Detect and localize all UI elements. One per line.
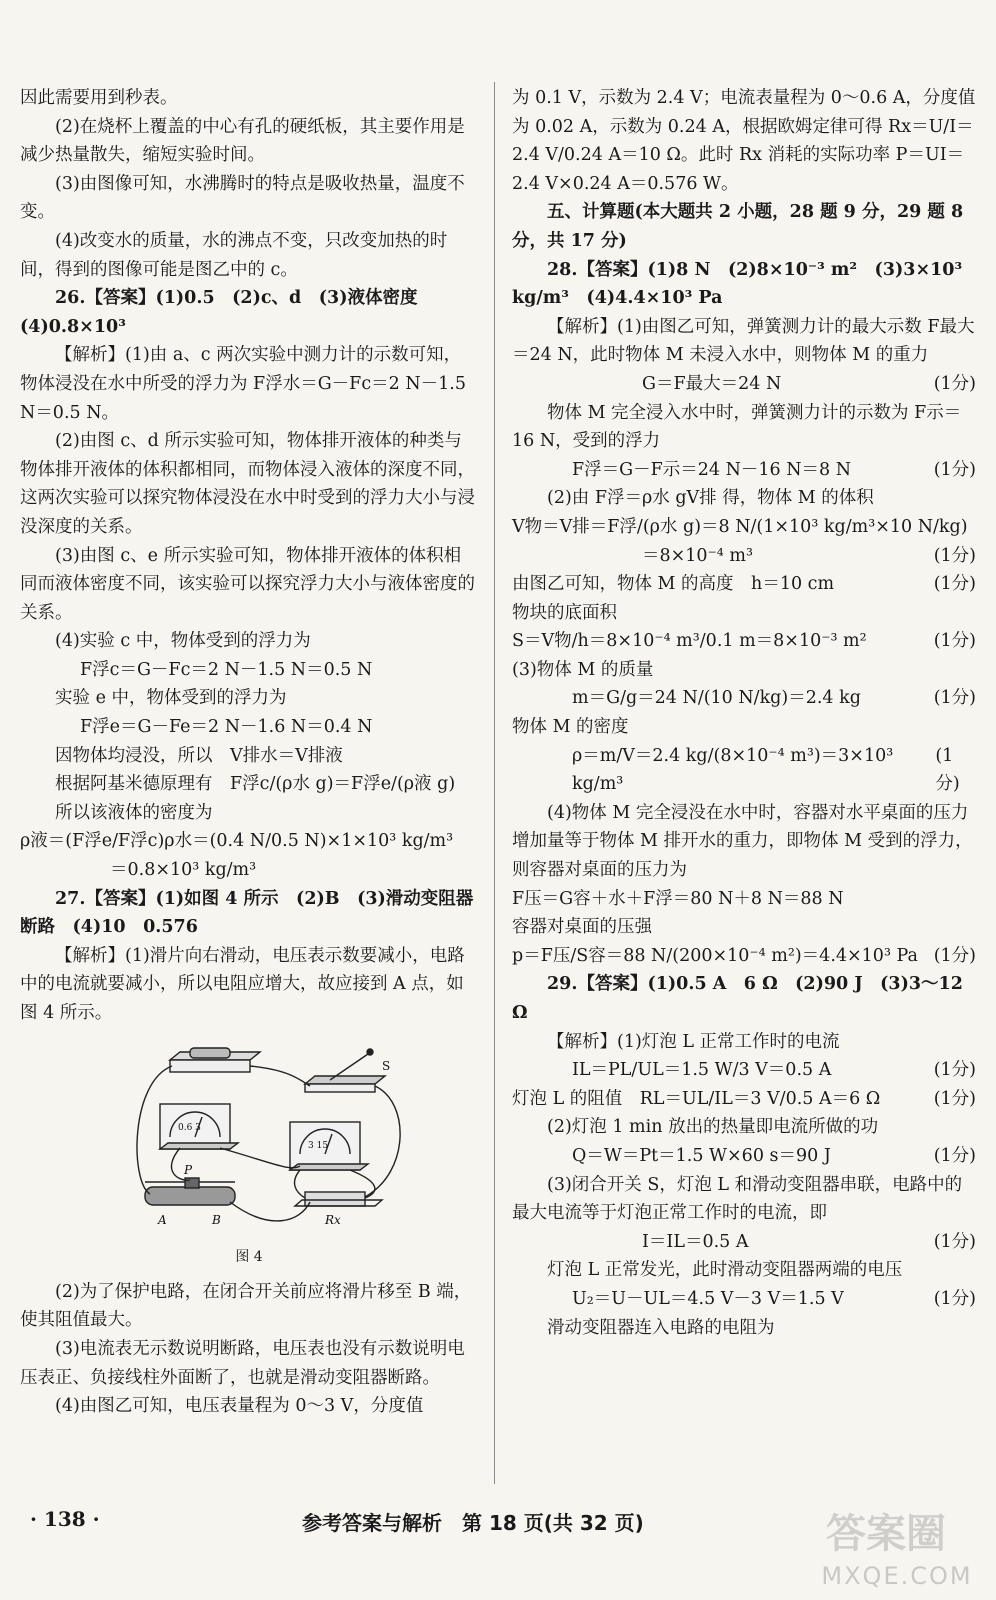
right-column bbox=[512, 84, 976, 1342]
formula-text: 由图乙可知，物体 M 的高度 h＝10 cm bbox=[512, 574, 835, 595]
circuit-diagram bbox=[120, 1042, 420, 1232]
watermark-brand: 答案圈 bbox=[826, 1511, 946, 1557]
score-mark: (1分) bbox=[933, 631, 976, 652]
text-paragraph: 27.【答案】(1)如图 4 所示 (2)B (3)滑动变阻器断路 (4)10 0.576 bbox=[20, 888, 474, 938]
formula-text: IL＝PL/UL＝1.5 W/3 V＝0.5 A bbox=[572, 1060, 832, 1081]
formula-row bbox=[512, 570, 976, 599]
formula-text: U₂＝U－UL＝4.5 V－3 V＝1.5 V bbox=[572, 1288, 844, 1309]
formula-line: 物块的底面积 bbox=[512, 602, 617, 623]
label-s: S bbox=[382, 1058, 391, 1073]
voltmeter-scale: 3 15 bbox=[308, 1140, 329, 1151]
score-mark: (1分) bbox=[933, 1145, 976, 1166]
text-paragraph: (3)电流表无示数说明断路，电压表也没有示数说明电压表正、负接线柱外面断了，也就是滑动变阻器断路。 bbox=[20, 1338, 465, 1388]
formula-line: F压＝G容＋水＋F浮＝80 N＋8 N＝88 N bbox=[512, 888, 844, 909]
formula-row bbox=[512, 1142, 976, 1171]
text-paragraph: (4)物体 M 完全浸没在水中时，容器对水平桌面的压力增加量等于物体 M 排开水的重力，即物体 M 受到的浮力，则容器对桌面的压力为 bbox=[512, 802, 973, 881]
formula-row bbox=[512, 370, 976, 399]
label-rx: Rx bbox=[325, 1212, 341, 1227]
score-mark: (1分) bbox=[933, 1288, 976, 1309]
score-mark: (1分) bbox=[933, 945, 976, 966]
text-paragraph: 26.【答案】(1)0.5 (2)c、d (3)液体密度 (4)0.8×10³ bbox=[20, 288, 435, 337]
formula-text: Q＝W＝Pt＝1.5 W×60 s＝90 J bbox=[572, 1145, 831, 1166]
text-paragraph: (2)由图 c、d 所示实验可知，物体排开液体的种类与物体排开液体的体积都相同，而物体浸入液体的深度不同，这两次实验可以探究物体浸没在水中时受到的浮力大小与浸没深度的关系。 bbox=[20, 431, 475, 537]
text-paragraph: (3)由图 c、e 所示实验可知，物体排开液体的体积相同而液体密度不同，该实验可以探究浮力大小与液体密度的关系。 bbox=[20, 545, 475, 623]
score-mark: (1分) bbox=[935, 745, 960, 795]
text-paragraph: 为 0.1 V，示数为 2.4 V；电流表量程为 0～0.6 A，分度值为 0.02 A，示数为 0.24 A，根据欧姆定律可得 Rx＝U/I＝2.4 V/0.24 A＝10 Ω。此时 Rx 消耗的实际功率 P＝UI＝2.4 V×0.24 A＝0.576 W。 bbox=[512, 88, 976, 194]
score-mark: (1分) bbox=[933, 1088, 976, 1109]
text-paragraph: (2)灯泡 1 min 放出的热量即电流所做的功 bbox=[547, 1117, 879, 1138]
formula-text: I＝IL＝0.5 A bbox=[642, 1231, 749, 1252]
left-column bbox=[20, 84, 478, 1421]
text-paragraph: 28.【答案】(1)8 N (2)8×10⁻³ m² (3)3×10³ kg/m³ (4)4.4×10³ Pa bbox=[512, 259, 963, 309]
text-paragraph: 因此需要用到秒表。 bbox=[20, 88, 178, 108]
formula-text: ρ＝m/V＝2.4 kg/(8×10⁻⁴ m³)＝3×10³ kg/m³ bbox=[572, 745, 894, 795]
text-paragraph: 滑动变阻器连入电路的电阻为 bbox=[547, 1317, 775, 1338]
column-divider bbox=[494, 82, 495, 1484]
formula-row bbox=[512, 1056, 976, 1085]
score-mark: (1分) bbox=[933, 545, 976, 566]
page-number: · 138 · bbox=[30, 1507, 100, 1531]
text-paragraph: 物体 M 完全浸入水中时，弹簧测力计的示数为 F示＝16 N，受到的浮力 bbox=[512, 402, 962, 452]
text-paragraph: (4)实验 c 中，物体受到的浮力为 bbox=[55, 631, 311, 652]
text-paragraph: 【解析】(1)滑片向右滑动，电压表示数要减小，电路中的电流就要减小，所以电阻应增大，故应接到 A 点，如图 4 所示。 bbox=[20, 945, 465, 1023]
text-paragraph: (3)由图像可知，水沸腾时的特点是吸收热量，温度不变。 bbox=[20, 173, 465, 223]
label-p: P bbox=[184, 1162, 193, 1177]
text-paragraph: 根据阿基米德原理有 F浮c/(ρ水 g)＝F浮e/(ρ液 g) bbox=[55, 774, 456, 795]
score-mark: (1分) bbox=[933, 574, 976, 595]
circuit-figure bbox=[20, 1028, 478, 1272]
formula-line: V物＝V排＝F浮/(ρ水 g)＝8 N/(1×10³ kg/m³×10 N/kg) bbox=[512, 516, 968, 537]
formula-row bbox=[512, 456, 976, 485]
formula-text: ＝8×10⁻⁴ m³ bbox=[642, 545, 753, 566]
formula-line: F浮e＝G－Fe＝2 N－1.6 N＝0.4 N bbox=[80, 717, 373, 738]
formula-row bbox=[512, 1085, 976, 1114]
formula-line: ＝0.8×10³ kg/m³ bbox=[110, 860, 257, 881]
formula-row bbox=[512, 742, 976, 799]
ammeter-scale: 0.6 3 bbox=[178, 1122, 201, 1133]
score-mark: (1分) bbox=[933, 1060, 976, 1081]
text-paragraph: 【解析】(1)灯泡 L 正常工作时的电流 bbox=[547, 1031, 840, 1052]
text-paragraph: (2)在烧杯上覆盖的中心有孔的硬纸板，其主要作用是减少热量散失，缩短实验时间。 bbox=[20, 116, 465, 166]
text-paragraph: 【解析】(1)由图乙可知，弹簧测力计的最大示数 F最大＝24 N，此时物体 M 未浸入水中，则物体 M 的重力 bbox=[512, 316, 975, 366]
text-paragraph: 因物体均浸没，所以 V排水＝V排液 bbox=[55, 745, 343, 766]
text-paragraph: 所以该液体的密度为 bbox=[55, 802, 213, 823]
formula-text: p＝F压/S容＝88 N/(200×10⁻⁴ m²)＝4.4×10³ Pa bbox=[512, 945, 918, 966]
text-paragraph: 【解析】(1)由 a、c 两次实验中测力计的示数可知，物体浸没在水中所受的浮力为 F浮水＝G－Fc＝2 N－1.5 N＝0.5 N。 bbox=[20, 345, 466, 423]
score-mark: (1分) bbox=[933, 688, 976, 709]
label-a: A bbox=[158, 1212, 167, 1227]
watermark-logo bbox=[812, 1494, 982, 1594]
formula-line: (3)物体 M 的质量 bbox=[512, 659, 654, 680]
text-paragraph: 29.【答案】(1)0.5 A 6 Ω (2)90 J (3)3～12 Ω bbox=[512, 974, 963, 1023]
label-b: B bbox=[212, 1212, 221, 1227]
running-title: 参考答案与解析 第 18 页(共 32 页) bbox=[302, 1511, 644, 1535]
formula-row bbox=[512, 1228, 976, 1257]
watermark-domain: MXQE.COM bbox=[821, 1562, 973, 1590]
formula-row bbox=[512, 684, 976, 713]
text-paragraph: (3)闭合开关 S，灯泡 L 和滑动变阻器串联，电路中的最大电流等于灯泡正常工作时的电流，即 bbox=[512, 1174, 963, 1224]
text-paragraph: (2)由 F浮＝ρ水 gV排 得，物体 M 的体积 bbox=[547, 488, 874, 509]
formula-line: F浮c＝G－Fc＝2 N－1.5 N＝0.5 N bbox=[80, 659, 373, 680]
text-paragraph: (4)由图乙可知，电压表量程为 0～3 V，分度值 bbox=[55, 1396, 424, 1417]
formula-text: m＝G/g＝24 N/(10 N/kg)＝2.4 kg bbox=[572, 688, 861, 709]
formula-line: 容器对桌面的压强 bbox=[512, 917, 652, 938]
formula-row bbox=[512, 627, 976, 656]
formula-line: 物体 M 的密度 bbox=[512, 717, 629, 738]
formula-row bbox=[512, 1285, 976, 1314]
text-paragraph: (2)为了保护电路，在闭合开关前应将滑片移至 B 端，使其阻值最大。 bbox=[20, 1281, 472, 1331]
text-paragraph: (4)改变水的质量，水的沸点不变，只改变加热的时间，得到的图像可能是图乙中的 c。 bbox=[20, 230, 448, 280]
formula-text: S＝V物/h＝8×10⁻⁴ m³/0.1 m＝8×10⁻³ m² bbox=[512, 631, 867, 652]
formula-row bbox=[512, 942, 976, 971]
score-mark: (1分) bbox=[933, 1231, 976, 1252]
text-paragraph: 实验 e 中，物体受到的浮力为 bbox=[55, 688, 287, 709]
formula-row bbox=[512, 542, 976, 571]
figure-caption: 图 4 bbox=[235, 1249, 263, 1266]
formula-line: ρ液＝(F浮e/F浮c)ρ水＝(0.4 N/0.5 N)×1×10³ kg/m³ bbox=[20, 831, 454, 852]
text-paragraph: 五、计算题(本大题共 2 小题，28 题 9 分，29 题 8 分，共 17 分) bbox=[512, 202, 964, 251]
formula-text: F浮＝G－F示＝24 N－16 N＝8 N bbox=[572, 459, 852, 480]
text-paragraph: 灯泡 L 正常发光，此时滑动变阻器两端的电压 bbox=[547, 1260, 903, 1281]
formula-text: G＝F最大＝24 N bbox=[642, 373, 782, 394]
formula-text: 灯泡 L 的阻值 RL＝UL/IL＝3 V/0.5 A＝6 Ω bbox=[512, 1088, 881, 1109]
score-mark: (1分) bbox=[933, 459, 976, 480]
score-mark: (1分) bbox=[933, 373, 976, 394]
